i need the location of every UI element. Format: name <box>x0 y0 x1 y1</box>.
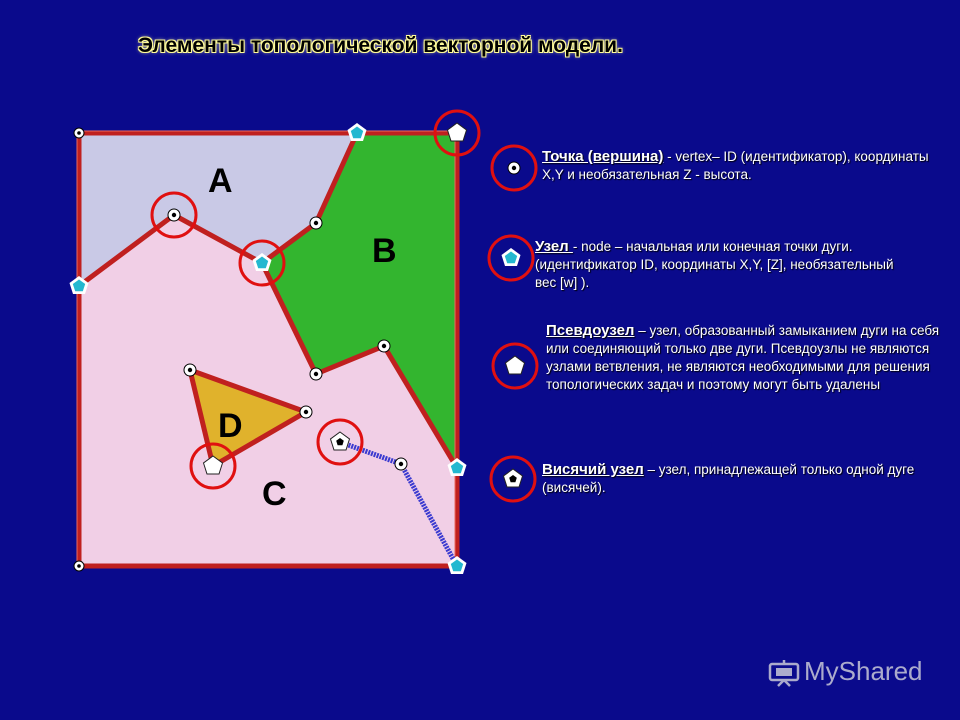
vertex-icon <box>310 217 322 229</box>
pseudonode-pentagon-icon <box>448 123 467 141</box>
polygon-a-label: A <box>208 162 233 200</box>
presentation-icon <box>768 659 800 687</box>
vertex-icon <box>168 209 180 221</box>
legend-node-text <box>535 238 915 292</box>
legend-node-icon <box>489 236 533 280</box>
polygon-c-label: C <box>262 475 287 513</box>
vertex-icon <box>300 406 312 418</box>
legend-dangle-desc: – узел, принадлежащей только одной дуге (висячей). <box>542 462 915 495</box>
legend-node-term: Узел <box>535 238 573 255</box>
legend-dangle-text <box>542 461 922 497</box>
polygon-d-label: D <box>218 407 243 445</box>
watermark-text: MyShared <box>804 656 923 686</box>
polygon-b-label: B <box>372 232 397 270</box>
vertex-icon <box>184 364 196 376</box>
legend-pseudonode-text <box>546 322 951 394</box>
legend-dangle-node-icon <box>491 457 535 501</box>
vertex-icon <box>395 458 407 470</box>
legend-icons <box>489 146 537 501</box>
vertex-icon <box>74 128 84 138</box>
legend-pseudonode-desc: – узел, образованный замыканием дуги на себя или соединяющий только две дуги. Псевдоузлы не являются узлами ветвления, не являются необходимыми для решения топологических задач и поэтому могут быть удалены <box>546 323 940 392</box>
vertex-icon <box>378 340 390 352</box>
legend-pseudonode-term: Псевдоузел <box>546 322 635 339</box>
vertex-icon <box>74 561 84 571</box>
legend-dangle-term: Висячий узел <box>542 461 644 478</box>
node-pentagon-icon <box>348 123 367 141</box>
legend-vertex-desc: - vertex– ID (идентификатор), координаты X,Y и необязательная Z - высота. <box>542 149 929 182</box>
legend-vertex-term: Точка (вершина) <box>542 148 664 165</box>
vertex-icon <box>310 368 322 380</box>
legend-node-desc: - node – начальная или конечная точки дуги. (идентификатор ID, координаты X,Y, [Z], необязательный вес [w] ). <box>535 239 894 290</box>
page-title: Элементы топологической векторной модели. <box>138 34 623 57</box>
legend-vertex-text <box>542 148 942 184</box>
watermark <box>768 656 923 687</box>
legend-vertex-icon <box>492 146 536 190</box>
legend-pseudonode-icon <box>493 344 537 388</box>
